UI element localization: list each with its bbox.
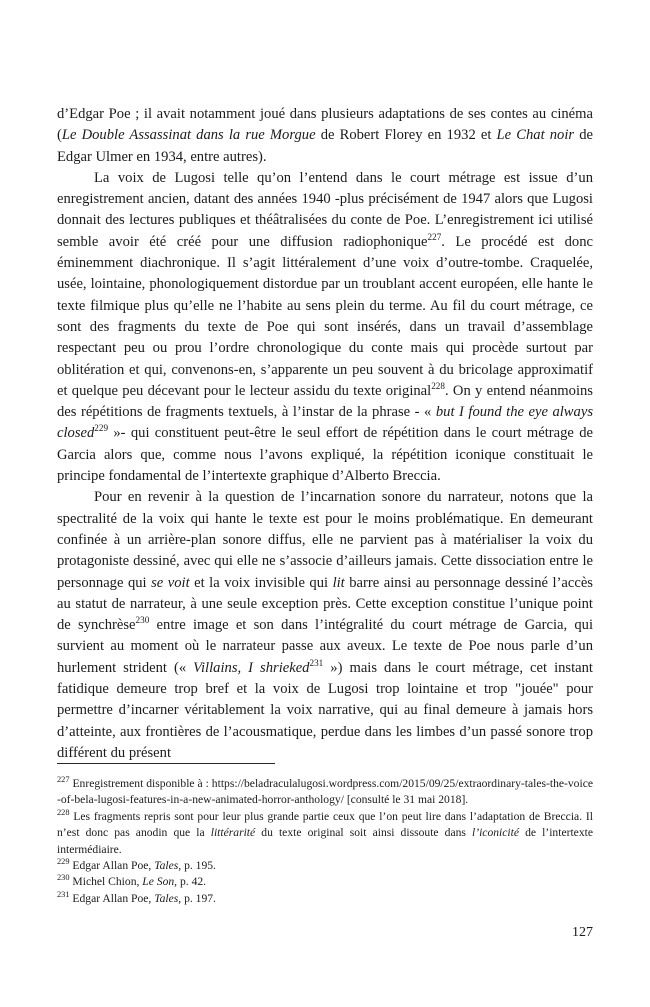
footnote-227-text-after: [consulté le 31 mai 2018]. — [343, 793, 469, 807]
footnote-229-italic-tales: Tales, — [154, 859, 182, 873]
footnote-231-seg2: p. 197. — [181, 891, 216, 905]
para1-title-morgue: Le Double Assassinat dans la rue Morgue — [61, 127, 316, 144]
body-text-block — [57, 104, 593, 764]
footnote-227 — [57, 776, 593, 809]
footnote-228 — [57, 809, 593, 858]
footnote-231-seg1: Edgar Allan Poe, — [69, 891, 155, 905]
footnote-230-italic-leson: Le Son, — [142, 875, 178, 889]
para1-seg1: d’Edgar Poe ; il avait notamment joué dans plusieurs adaptations de ses contes au cinéma ( — [57, 106, 593, 144]
footnote-separator-rule — [57, 763, 275, 764]
paragraph-continuation — [57, 104, 593, 168]
footnote-229-seg2: p. 195. — [181, 859, 216, 873]
footnote-230-number: 230 — [57, 873, 70, 883]
footnote-228-seg1: Les fragments repris sont pour leur plus grande partie ceux que l’on peut lire dans l’adaptation de Breccia. Il n’est donc pas anodin que la — [57, 809, 593, 840]
para2-quote-poe: but I found the eye always closed — [57, 404, 593, 442]
footnote-228-number: 228 — [57, 807, 70, 817]
footnote-227-url[interactable]: https://beladraculalugosi.wordpress.com/2015/09/25/extraordinary-tales-the-voice-of-bela-lugosi-features-in-a-new-animated-horror-anthology/ — [57, 777, 593, 807]
footnote-229-seg1: Edgar Allan Poe, — [69, 859, 155, 873]
footnote-ref-231[interactable]: 231 — [309, 657, 324, 668]
footnote-231-number: 231 — [57, 889, 70, 899]
para3-seg4: entre image et son dans l’intégralité du court métrage de Garcia, qui survient au moment où le narrateur passe aux aveux. Le texte de Poe nous parle d’un hurlement strident (« — [57, 617, 594, 676]
para3-italic-lit: lit — [332, 574, 345, 591]
page-body-content — [57, 104, 593, 764]
footnote-228-italic-iconicite: l’iconicité — [472, 826, 519, 840]
footnote-ref-230[interactable]: 230 — [135, 615, 150, 626]
para3-seg5: ») mais dans le court métrage, cet instant fatidique demeure trop bref et la voix de Lugosi trop lointaine et trop "jouée" pour permettre d’incarner véritablement la voix narrative, qui au final demeure à jamais hors d’atteinte, aux frontières de l’acousmatique, perdue dans les limbes d’un passé sonore trop différent du présent — [57, 659, 593, 761]
footnote-228-seg2: du texte original soit ainsi dissoute dans — [255, 826, 472, 840]
footnote-227-number: 227 — [57, 775, 70, 785]
footnote-ref-228[interactable]: 228 — [431, 381, 445, 391]
para2-seg2: . Le procédé est donc éminemment diachronique. Il s’agit littéralement d’une voix d’outre-tombe. Craquelée, usée, lointaine, phonologiquement distordue par un troublant accent européen, elle hante le texte filmique plus qu’elle ne l’habite au sens plein du terme. Au fil du court métrage, ce sont des fragments du texte de Poe qui sont insérés, dans un travail d’assemblage respectant peu ou prou l’ordre chronologique du conte mais qui procède surtout par oblitération et qui, convenons-en, s’apparente un peu souvent à du bricolage approximatif et quelque peu décevant pour le lecteur assidu du texte original — [57, 233, 593, 399]
footnote-ref-227[interactable]: 227 — [427, 231, 442, 242]
footnote-230 — [57, 874, 593, 890]
para2-seg3: . On y entend néanmoins des répétitions de fragments textuels, à l’instar de la phrase - « — [57, 382, 593, 421]
footnote-231-italic-tales: Tales, — [154, 891, 182, 905]
para3-italic-sevoit: se voit — [151, 574, 190, 591]
footnote-229-number: 229 — [57, 857, 70, 867]
paragraph-lugosi-voice — [57, 168, 593, 487]
footnote-228-seg3: de l’intertexte intermédiaire. — [57, 826, 593, 856]
footnote-229 — [57, 858, 593, 874]
para1-seg2: de Robert Florey en 1932 et — [315, 127, 497, 144]
footnote-230-seg1: Michel Chion, — [69, 875, 143, 889]
footnote-227-text-before: Enregistrement disponible à : — [69, 777, 212, 790]
footnote-230-seg2: p. 42. — [177, 875, 207, 889]
para1-seg3: de Edgar Ulmer en 1934, entre autres). — [57, 127, 593, 165]
para3-seg1: Pour en revenir à la question de l’incarnation sonore du narrateur, notons que la spectralité de la voix qui hante le texte est pour le moins problématique. En demeurant confinée à un arrière-plan sonore diffus, elle ne parvient pas à matérialiser la voix du protagoniste dessiné, avec qui elle ne s’associe d’ailleurs jamais. Cette dissociation entre le personnage qui — [57, 489, 593, 591]
page-number: 127 — [572, 925, 593, 940]
footnotes-block — [57, 776, 593, 907]
footnote-228-italic-litterarite: littérarité — [210, 826, 256, 840]
para1-title-chatnoir: Le Chat noir — [496, 127, 575, 144]
para2-seg1: La voix de Lugosi telle qu’on l’entend dans le court métrage est issue d’un enregistrement ancien, datant des années 1940 -plus précisément de 1947 alors que Lugosi donnait des lectures publiques et théâtralisées du conte de Poe. L’enregistrement ici utilisé semble avoir été créé pour une diffusion radiophonique — [57, 169, 593, 250]
para3-seg3: barre ainsi au personnage dessiné l’accès au statut de narrateur, à une seule exception près. Cette exception constitue l’unique point de synchrèse — [57, 574, 593, 634]
para2-seg4: »- qui constituent peut-être le seul effort de répétition dans le court métrage de Garcia alors que, comme nous l’avons expliqué, la répétition iconique constituait le principe fondamental de l’intertexte graphique d’Alberto Breccia. — [57, 425, 593, 485]
footnote-231 — [57, 891, 593, 907]
para3-seg2: et la voix invisible qui — [189, 574, 333, 591]
para3-quote-villains: Villains, I shrieked — [193, 659, 310, 676]
paragraph-narrator-incarnation — [57, 487, 593, 764]
footnote-ref-229[interactable]: 229 — [94, 423, 109, 434]
